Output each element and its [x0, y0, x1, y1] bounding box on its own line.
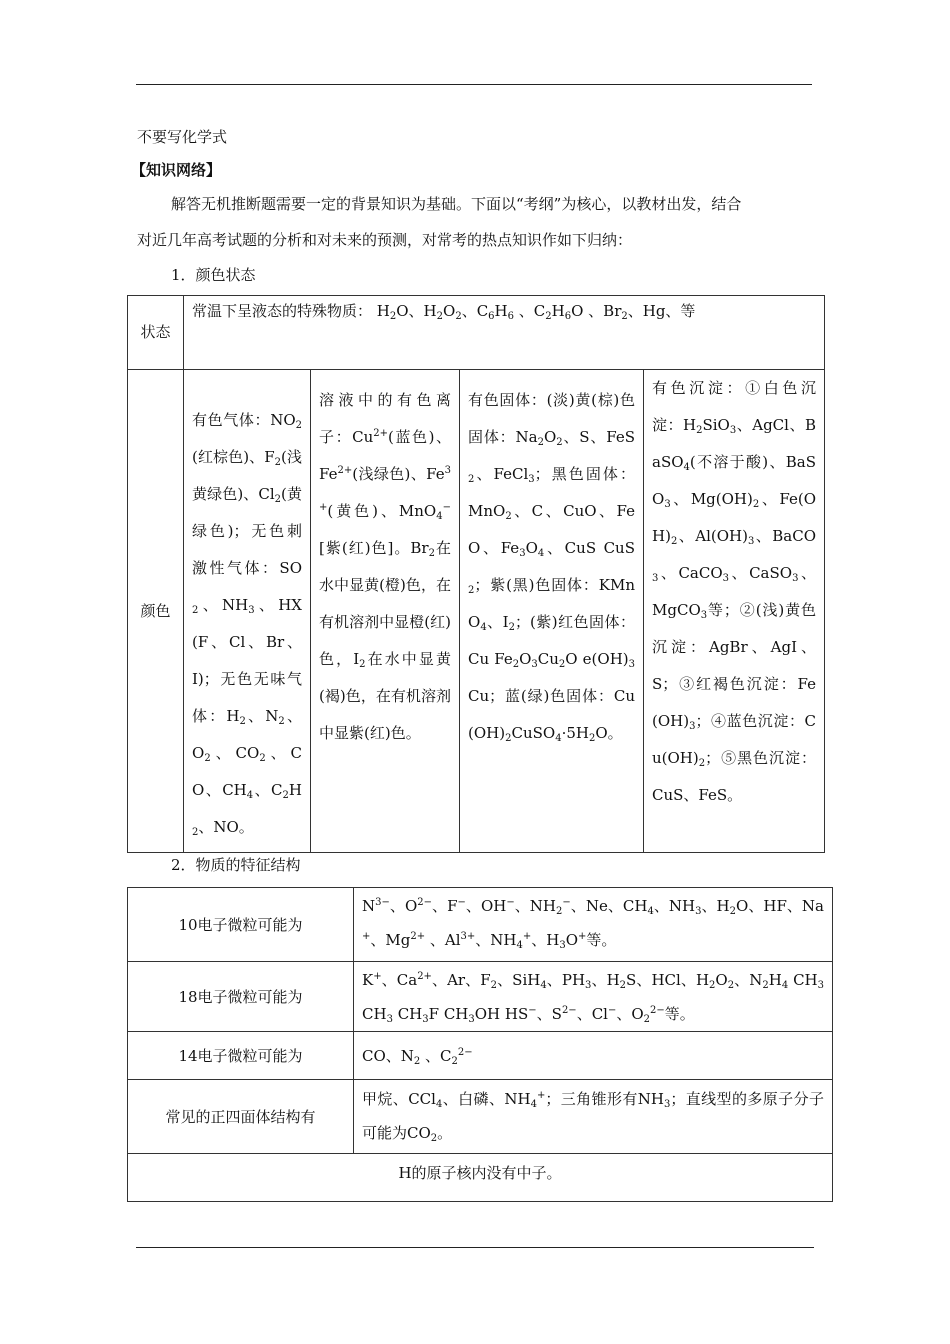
colored-precipitates-cell: 有色沉淀：①白色沉淀：$H_2SiO_3$、AgCl、BaSO$_4$(不溶于酸)、BaSO$_3$、$Mg(OH)_2$、$Fe(OH)_2$、$Al(OH)_3$、BaCO$_3$、CaCO$_3$、CaSO$_3$、MgCO$_3$等；②(浅)黄色沉淀：AgBr、AgI、S；③红褐色沉淀：$Fe(OH)_3$；④蓝色沉淀：$Cu(OH)_2$；⑤黑色沉淀：CuS、FeS。 [644, 370, 825, 853]
row-value-10e: $N^{3-}$、$O^{2-}$、F−、OH−、$NH_2^-$、Ne、$CH_4$、$NH_3$、$H_2O$、HF、Na+、$Mg^{2+}$ 、$Al^{3+}$、$NH_4^+$、$H_3O^+$等。 [354, 888, 833, 962]
structure-table [127, 887, 833, 1202]
paragraph-line-1: 解答无机推断题需要一定的背景知识为基础。下面以“考纲”为核心，以教材出发，结合 [171, 195, 742, 213]
row-value-18e: K+、$Ca^{2+}$、Ar、$F_2$、SiH$_4$、$PH_3$、$H_2S$、HCl、$H_2O_2$、$N_2H_4$ $CH_3CH_3$ $CH_3F$ $CH_3OH$ HS−、$S^{2-}$、Cl−、$O_2^{2-}$等。 [354, 962, 833, 1032]
state-label: 状态 [128, 296, 184, 370]
heading-structure: 2．物质的特征结构 [171, 856, 301, 874]
bottom-rule [136, 1247, 814, 1248]
row-label-tetrahedral: 常见的正四面体结构有 [128, 1080, 354, 1154]
table-footer-note: H的原子核内没有中子。 [128, 1154, 833, 1202]
colored-ions-cell: 溶液中的有色离子：$Cu^{2+}$(蓝色)、$Fe^{2+}$(浅绿色)、$Fe^{3+}$(黄色)、MnO$_4$−[紫(红)色]。$Br_2$在水中显黄(橙)色，在有机溶剂中显橙(红)色，$I_2$在水中显黄(褐)色，在有机溶剂中显紫(红)色。 [311, 370, 460, 853]
row-label-14e: 14电子微粒可能为 [128, 1032, 354, 1080]
row-label-18e: 18电子微粒可能为 [128, 962, 354, 1032]
row-label-10e: 10电子微粒可能为 [128, 888, 354, 962]
top-rule [136, 84, 812, 85]
row-value-14e: CO、$N_2$ 、$C_2^{2-}$ [354, 1032, 833, 1080]
paragraph-line-2: 对近几年高考试题的分析和对未来的预测，对常考的热点知识作如下归纳： [137, 231, 633, 249]
section-heading: 【知识网络】 [131, 161, 222, 179]
row-value-tetrahedral: 甲烷、CCl$_4$、白磷、$NH_4^+$；三角锥形有$NH_3$；直线型的多原子分子可能为$CO_2$。 [354, 1080, 833, 1154]
heading-color-state: 1．颜色状态 [171, 266, 256, 284]
color-label: 颜色 [128, 370, 184, 853]
colored-gases-cell: 有色气体：$NO_2$(红棕色)、$F_2$(浅黄绿色)、$Cl_2$(黄绿色)；无色刺激性气体：$SO_2$、$NH_3$、HX(F、Cl、Br、I)；无色无味气体：$H_2$、$N_2$、$O_2$、$CO_2$、CO、$CH_4$、$C_2H_2$、NO。 [184, 370, 311, 853]
intro-line: 不要写化学式 [137, 128, 228, 146]
state-content: 常温下呈液态的特殊物质： $H_2O$、$H_2O_2$、$C_6H_6$ 、$C_2H_6O$ 、$Br_2$、Hg、等 [184, 296, 825, 370]
colored-solids-cell: 有色固体：(淡)黄(棕)色固体：$Na_2O_2$、S、FeS$_2$、FeCl$_3$；黑色固体：MnO$_2$、C、CuO、FeO、$Fe_3O_4$、CuS CuS$_2$；紫(黑)色固体：KMnO$_4$、$I_2$；(紫)红色固体：Cu $Fe_2O_3Cu_2O$ $e(OH)_3Cu$；蓝(绿)色固体：$Cu(OH)_2CuSO_4\cdot 5H_2O$。 [460, 370, 644, 853]
color-state-table [127, 295, 825, 853]
